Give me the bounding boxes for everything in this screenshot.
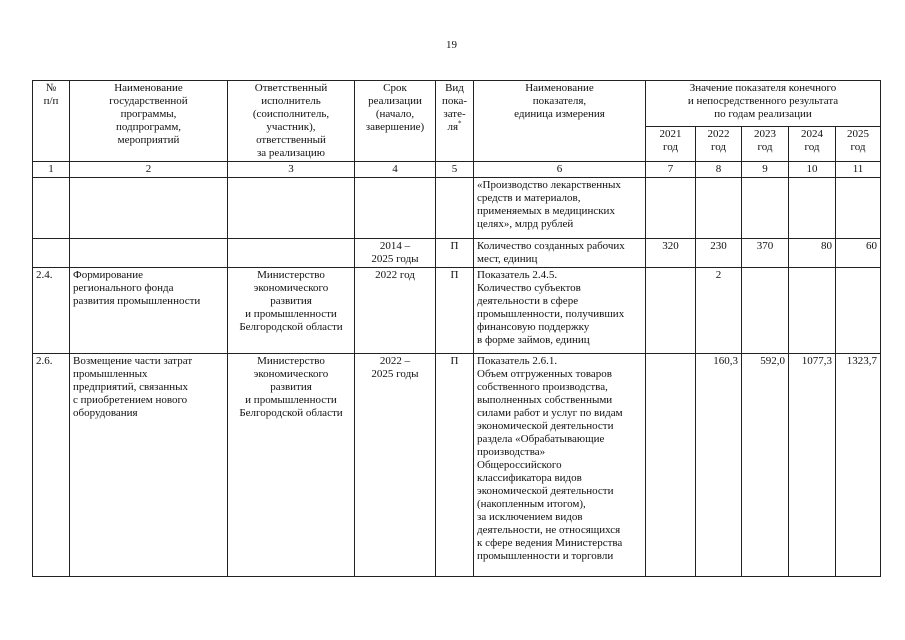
row-period <box>355 178 436 239</box>
row-executor <box>228 178 355 239</box>
row-value-2024: 1077,3 <box>789 354 836 577</box>
row-value-2024 <box>789 178 836 239</box>
row-number: 2.4. <box>33 268 70 354</box>
row-value-2021 <box>646 178 696 239</box>
column-number: 2 <box>70 162 228 178</box>
header-indicator-kind <box>436 81 474 162</box>
page-number: 19 <box>446 39 457 51</box>
row-indicator-kind: П <box>436 268 474 354</box>
row-executor: Министерство экономического развития и промышленности Белгородской области <box>228 268 355 354</box>
header-year-2022: 2022 год <box>696 127 742 162</box>
header-executor: Ответственный исполнитель (соисполнитель, участник), ответственный за реализацию <box>228 81 355 162</box>
row-value-2025 <box>836 268 881 354</box>
row-number <box>33 178 70 239</box>
row-value-2022 <box>696 178 742 239</box>
row-executor <box>228 239 355 268</box>
row-indicator-name: «Производство лекарственных средств и материалов, применяемых в медицинских целях», млрд рублей <box>474 178 646 239</box>
row-indicator-kind: П <box>436 239 474 268</box>
row-value-2024: 80 <box>789 239 836 268</box>
row-value-2023 <box>742 268 789 354</box>
row-indicator-kind <box>436 178 474 239</box>
column-number: 4 <box>355 162 436 178</box>
row-program-name <box>70 178 228 239</box>
row-program-name: Формирование регионального фонда развития промышленности <box>70 268 228 354</box>
table-row <box>33 354 881 577</box>
row-number <box>33 239 70 268</box>
row-executor: Министерство экономического развития и промышленности Белгородской области <box>228 354 355 577</box>
header-year-2023: 2023 год <box>742 127 789 162</box>
row-indicator-name: Показатель 2.4.5. Количество субъектов деятельности в сфере промышленности, получивших финансовую поддержку в форме займов, единиц <box>474 268 646 354</box>
row-indicator-name: Количество созданных рабочих мест, единиц <box>474 239 646 268</box>
header-program-name: Наименование государственной программы, подпрограмм, мероприятий <box>70 81 228 162</box>
table-row <box>33 178 881 239</box>
row-value-2022: 160,3 <box>696 354 742 577</box>
row-value-2022: 2 <box>696 268 742 354</box>
row-value-2023 <box>742 178 789 239</box>
row-period: 2022 – 2025 годы <box>355 354 436 577</box>
header-row-1 <box>33 81 881 127</box>
column-number: 9 <box>742 162 789 178</box>
footnote-mark: * <box>458 119 462 128</box>
header-year-2024: 2024 год <box>789 127 836 162</box>
row-value-2023: 592,0 <box>742 354 789 577</box>
column-number: 5 <box>436 162 474 178</box>
column-number: 8 <box>696 162 742 178</box>
row-value-2024 <box>789 268 836 354</box>
header-year-2025: 2025 год <box>836 127 881 162</box>
column-number: 1 <box>33 162 70 178</box>
row-indicator-kind: П <box>436 354 474 577</box>
column-numbers-row <box>33 162 881 178</box>
row-indicator-name: Показатель 2.6.1. Объем отгруженных товаров собственного производства, выполненных собственными силами работ и услуг по видам экономической деятельности раздела «Обрабатывающие производства» Общероссийского классификатора видов экономической деятельности (накопленным итогом), за исключением видов деятельности, не относящихся к сфере ведения Министерства промышленности и торговли <box>474 354 646 577</box>
header-period: Срок реализации (начало, завершение) <box>355 81 436 162</box>
column-number: 7 <box>646 162 696 178</box>
row-value-2022: 230 <box>696 239 742 268</box>
row-program-name <box>70 239 228 268</box>
row-value-2025: 1323,7 <box>836 354 881 577</box>
row-number: 2.6. <box>33 354 70 577</box>
row-program-name: Возмещение части затрат промышленных предприятий, связанных с приобретением нового оборудования <box>70 354 228 577</box>
row-value-2025 <box>836 178 881 239</box>
header-number: № п/п <box>33 81 70 162</box>
row-value-2023: 370 <box>742 239 789 268</box>
column-number: 10 <box>789 162 836 178</box>
header-values-group: Значение показателя конечного и непосредственного результата по годам реализации <box>646 81 881 127</box>
indicators-table <box>32 80 881 577</box>
row-value-2021: 320 <box>646 239 696 268</box>
column-number: 3 <box>228 162 355 178</box>
table-row <box>33 268 881 354</box>
header-indicator-kind-label: Вид пока- зате- ля <box>441 82 468 133</box>
table-row <box>33 239 881 268</box>
column-number: 11 <box>836 162 881 178</box>
row-value-2021 <box>646 354 696 577</box>
row-period: 2022 год <box>355 268 436 354</box>
header-year-2021: 2021 год <box>646 127 696 162</box>
row-period: 2014 – 2025 годы <box>355 239 436 268</box>
header-indicator-name: Наименование показателя, единица измерения <box>474 81 646 162</box>
row-value-2021 <box>646 268 696 354</box>
row-value-2025: 60 <box>836 239 881 268</box>
column-number: 6 <box>474 162 646 178</box>
